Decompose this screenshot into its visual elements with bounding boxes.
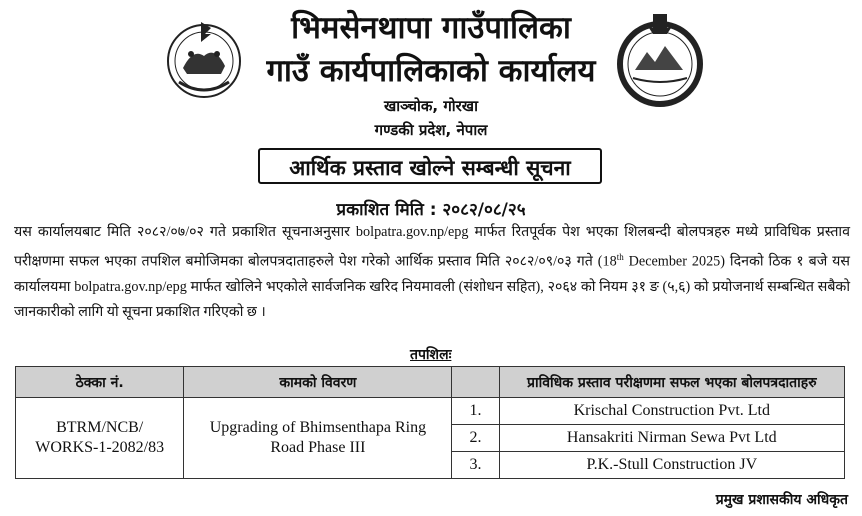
header-contract-no: ठेक्का नं. (16, 367, 184, 398)
header-serial (452, 367, 499, 398)
signature-title: प्रमुख प्रशासकीय अधिकृत (715, 492, 848, 508)
notice-title: आर्थिक प्रस्ताव खोल्ने सम्बन्धी सूचना (258, 148, 602, 184)
date-superscript: th (616, 252, 624, 262)
letterhead (0, 0, 862, 140)
schedule-label: तपशिलः (410, 347, 452, 363)
published-date: प्रकाशित मिति : २०८२/०८/२५ (336, 200, 526, 220)
bidder-name: P.K.-Stull Construction JV (499, 452, 844, 479)
bidder-name: Krischal Construction Pvt. Ltd (499, 398, 844, 425)
office-name: गाउँ कार्यपालिकाको कार्यालय (266, 53, 596, 89)
header-work-description: कामको विवरण (184, 367, 452, 398)
table-row (16, 398, 845, 425)
notice-body-part2: December 2025) दिनको ठिक १ बजे यस कार्यालयमा bolpatra.gov.np/epg मार्फत खोलिने भएकोले सार्वजनिक खरिद नियमावली (संशोधन सहित), २०६४ को नियम ३१ ङ (५,६) को प्रयोजनार्थ सम्बन्धित सबैको जानकारीको लागि यो सूचना प्रकाशित गरिएको छ । (14, 253, 850, 320)
municipality-name: भिमसेनथापा गाउँपालिका (291, 10, 571, 46)
bidder-number: 2. (452, 425, 499, 452)
bidder-number: 1. (452, 398, 499, 425)
bidder-name: Hansakriti Nirman Sewa Pvt Ltd (499, 425, 844, 452)
notice-body (14, 220, 850, 325)
bidder-number: 3. (452, 452, 499, 479)
bidders-table (15, 366, 845, 479)
office-address: खाञ्चोक, गोरखा (384, 97, 478, 115)
header-bidders: प्राविधिक प्रस्ताव परीक्षणमा सफल भएका बोलपत्रदाताहरु (499, 367, 844, 398)
contract-number: BTRM/NCB/ WORKS-1-2082/83 (16, 398, 184, 479)
table-header-row (16, 367, 845, 398)
work-description: Upgrading of Bhimsenthapa Ring Road Phase III (184, 398, 452, 479)
office-province: गण्डकी प्रदेश, नेपाल (374, 121, 488, 139)
notice-body-part1: यस कार्यालयबाट मिति २०८२/०७/०२ गते प्रकाशित सूचनाअनुसार bolpatra.gov.np/epg मार्फत रितपूर्वक पेश भएका शिलबन्दी बोलपत्रहरु मध्ये प्राविधिक प्रस्ताव परीक्षणमा सफल भएका तपशिल बमोजिमका बोलपत्रदाताहरुले पेश गरेको आर्थिक प्रस्ताव मिति २०८२/०९/०३ गते (18 (14, 224, 850, 270)
